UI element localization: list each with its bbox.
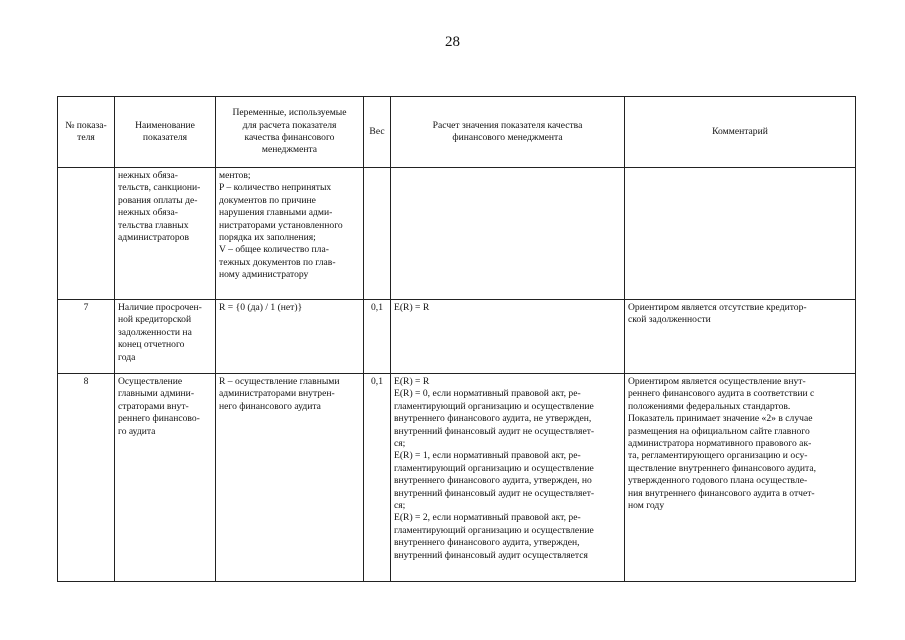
header-weight: Вес [364, 97, 391, 168]
row-num [58, 168, 115, 300]
row-calc: E(R) = R [391, 300, 625, 374]
page-number: 28 [445, 34, 460, 50]
header-comment: Комментарий [625, 97, 856, 168]
row-comment: Ориентиром является осуществление внут- реннего финансового аудита в соответствии с положениями федеральных стандартов. Показатель принимает значение «2» в случае размещения на официальном сайте главного администратора нормативного правового ак- та, регламентирующего организацию и осу- ществление внутреннего финансового аудита, утвержденного годового плана осуществле- ния внутреннего финансового аудита в отчет- ном году [625, 374, 856, 582]
table-row [58, 168, 856, 300]
indicators-table [57, 96, 856, 582]
row-calc [391, 168, 625, 300]
row-calc: E(R) = R E(R) = 0, если нормативный правовой акт, ре- гламентирующий организацию и осуществление внутреннего финансового аудита, не утвержден, внутренний финансовый аудит не осуществляет- ся; E(R) = 1, если нормативный правовой акт, ре- гламентирующий организацию и осуществление внутреннего финансового аудита, утвержден, но внутренний финансовый аудит не осуществляет- ся; E(R) = 2, если нормативный правовой акт, ре- гламентирующий организацию и осуществление внутреннего финансового аудита, утвержден, внутренний финансовый аудит осуществляется [391, 374, 625, 582]
row-weight [364, 168, 391, 300]
table-row [58, 374, 856, 582]
row-comment: Ориентиром является отсутствие кредитор- ской задолженности [625, 300, 856, 374]
row-weight: 0,1 [364, 374, 391, 582]
row-variables: ментов; P – количество непринятых документов по причине нарушения главными адми- нистраторами установленного порядка их заполнения; V – общее количество пла- тежных документов по глав- ному администратору [216, 168, 364, 300]
row-weight: 0,1 [364, 300, 391, 374]
row-comment [625, 168, 856, 300]
header-variables: Переменные, используемые для расчета показателя качества финансового менеджмента [216, 97, 364, 168]
header-num: № показа- теля [58, 97, 115, 168]
row-num: 8 [58, 374, 115, 582]
row-variables: R = {0 (да) / 1 (нет)} [216, 300, 364, 374]
table-row [58, 300, 856, 374]
row-name: Наличие просрочен- ной кредиторской задолженности на конец отчетного года [115, 300, 216, 374]
header-calc: Расчет значения показателя качества финансового менеджмента [391, 97, 625, 168]
row-variables: R – осуществление главными администраторами внутрен- него финансового аудита [216, 374, 364, 582]
row-name: Осуществление главными админи- страторами внут- реннего финансово- го аудита [115, 374, 216, 582]
table-header-row [58, 97, 856, 168]
header-name: Наименование показателя [115, 97, 216, 168]
row-num: 7 [58, 300, 115, 374]
row-name: нежных обяза- тельств, санкциони- рования оплаты де- нежных обяза- тельства главных администраторов [115, 168, 216, 300]
